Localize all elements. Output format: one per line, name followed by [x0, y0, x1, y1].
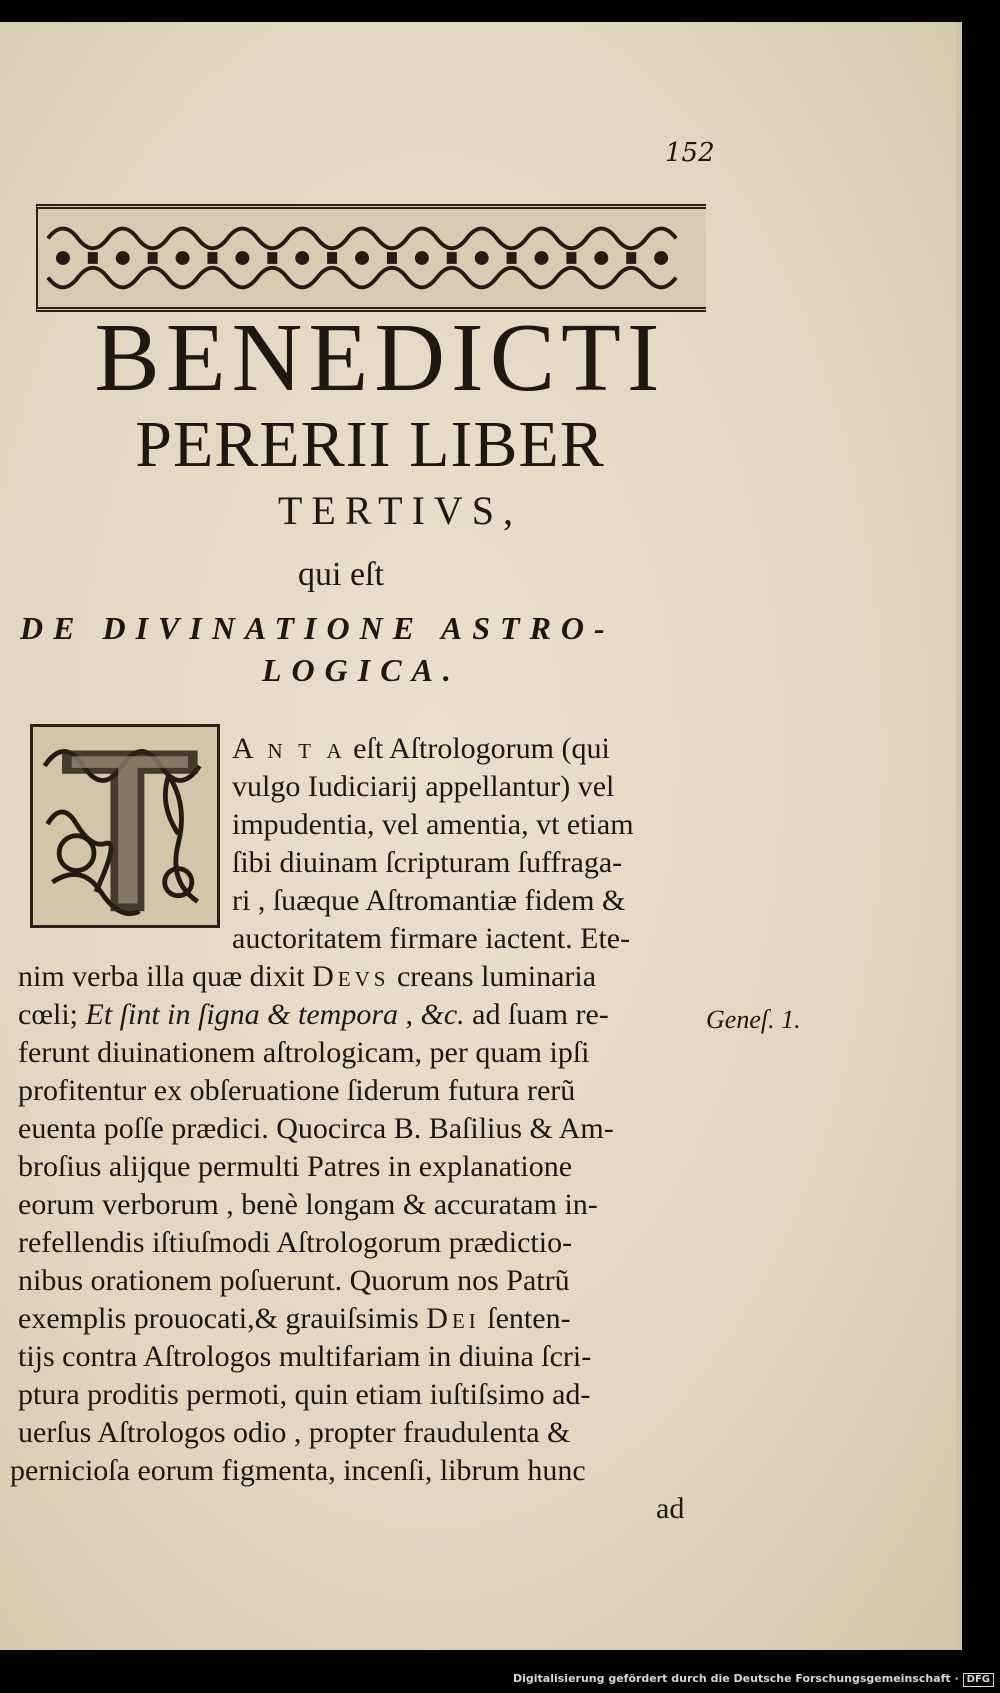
body-line-8a: cœli; — [18, 998, 86, 1031]
body-line-16c: ſenten- — [479, 1302, 571, 1335]
body-line-16 — [18, 1300, 571, 1338]
body-line-10: profitentur ex obſeruatione ſiderum futura rerũ — [18, 1074, 576, 1107]
body-line-13: eorum verborum , benè longam & accuratam in- — [18, 1188, 598, 1221]
title-line-1: BENEDICTI — [94, 304, 666, 412]
body-line-9: ferunt diuinationem aſtrologicam, per quam ipſi — [18, 1036, 590, 1069]
body-line-8c: ad ſuam re- — [464, 998, 609, 1031]
body-line-18: ptura proditis permoti, quin etiam iuſtiſsimo ad- — [18, 1378, 591, 1411]
subtitle-line-1: DE DIVINATIONE ASTRO- — [20, 610, 615, 646]
dei-small-caps: Dei — [426, 1302, 480, 1335]
catchword: ad — [656, 1492, 685, 1525]
body-line-20: pernicioſa eorum figmenta, incenſi, librum hunc — [10, 1454, 586, 1487]
body-line-7c: creans luminaria — [389, 960, 597, 993]
body-line-3: impudentia, vel amentia, vt etiam — [232, 808, 634, 841]
subtitle-qui-est: qui eſt — [298, 556, 384, 593]
body-line-1 — [232, 730, 610, 768]
woodcut-headpiece-icon — [36, 204, 706, 312]
initial-word-small-caps: A n t a — [232, 732, 346, 765]
woodcut-initial-icon — [30, 724, 220, 928]
body-line-5: ri , ſuæque Aſtromantiæ fidem & — [232, 884, 626, 917]
body-line-16a: exemplis prouocati,& grauiſsimis — [18, 1302, 427, 1335]
dfg-logo-icon: DFG — [963, 1673, 994, 1687]
marginal-note: Geneſ. 1. — [706, 1005, 801, 1034]
body-line-14: refellendis iſtiuſmodi Aſtrologorum prædictio- — [18, 1226, 573, 1259]
genesis-quotation: Et ſint in ſigna & tempora , &c. — [85, 998, 465, 1031]
body-line-19: uerſus Aſtrologos odio , propter fraudulenta & — [18, 1416, 571, 1449]
book-page — [0, 22, 962, 1650]
deus-small-caps: Devs — [312, 960, 390, 993]
body-line-6: auctoritatem firmare iactent. Ete- — [232, 922, 631, 955]
body-line-17: tijs contra Aſtrologos multifariam in diuina ſcri- — [18, 1340, 592, 1373]
body-line-15: nibus orationem poſuerunt. Quorum nos Patrũ — [18, 1264, 570, 1297]
body-line-7 — [18, 958, 596, 996]
page-number: 152 — [665, 138, 715, 168]
title-line-3: TERTIVS, — [277, 488, 523, 533]
body-line-8 — [18, 996, 609, 1034]
body-line-2: vulgo Iudiciarij appellantur) vel — [232, 770, 615, 803]
body-line-4: ſibi diuinam ſcripturam ſuffraga- — [232, 846, 623, 879]
body-line-7a: nim verba illa quæ dixit — [18, 960, 313, 993]
body-line-1-text: eſt Aſtrologorum (qui — [345, 732, 610, 765]
body-line-11: euenta poſſe prædici. Quocirca B. Baſilius & Am- — [18, 1112, 614, 1145]
title-line-2: PERERII LIBER — [135, 408, 605, 481]
body-line-12: broſius alijque permulti Patres in explanatione — [18, 1150, 573, 1183]
digitization-credit-text: Digitalisierung gefördert durch die Deutsche Forschungsgemeinschaft · — [512, 1672, 959, 1685]
subtitle-line-2: LOGICA. — [262, 652, 461, 688]
digitization-credit — [513, 1672, 994, 1687]
